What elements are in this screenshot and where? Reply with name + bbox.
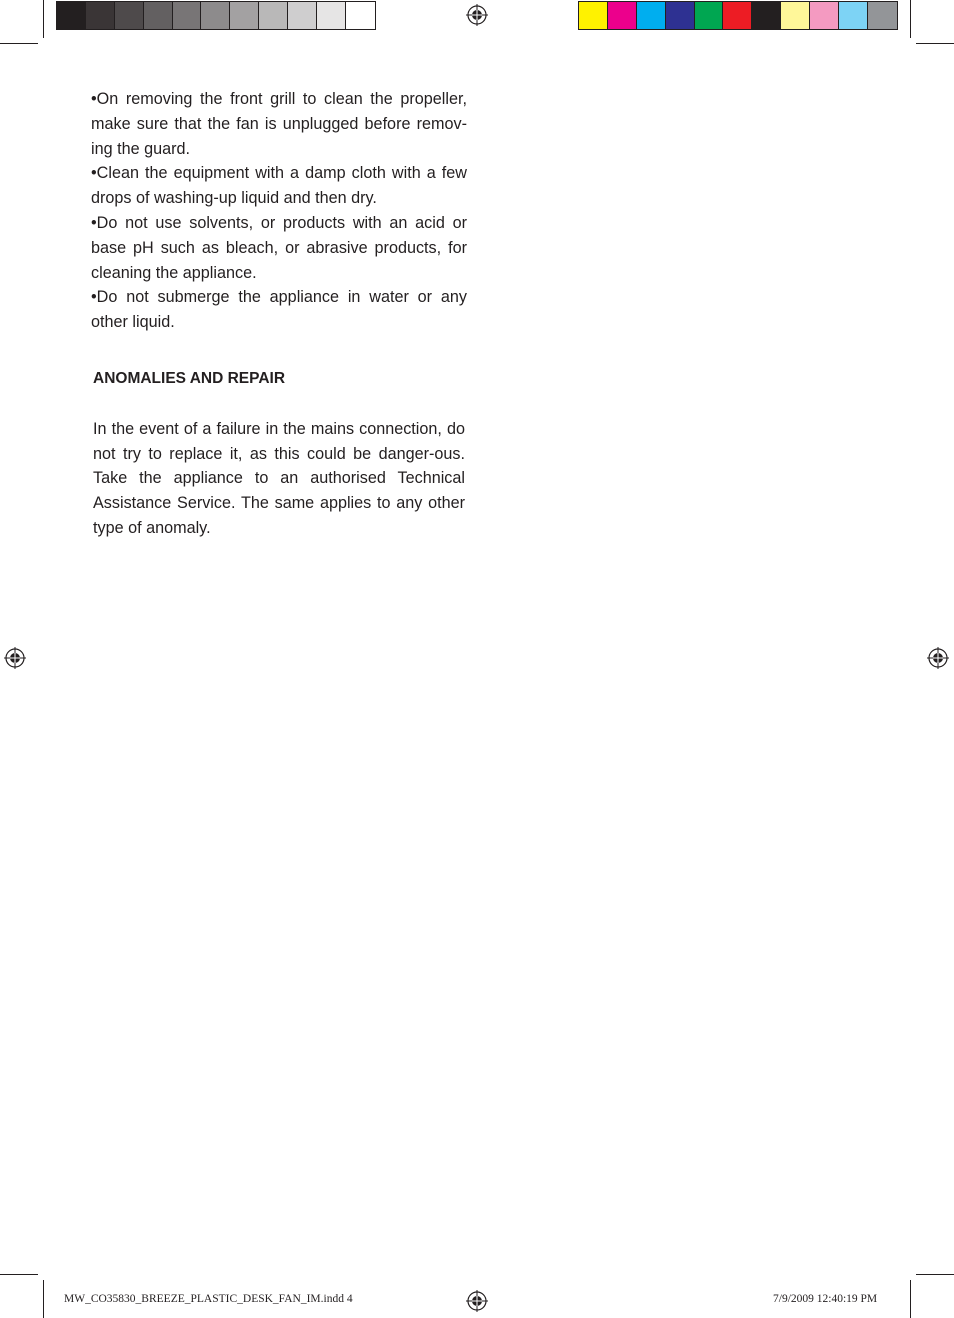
- grayscale-swatch: [201, 2, 230, 29]
- grayscale-swatch: [288, 2, 317, 29]
- page-content: [91, 87, 467, 541]
- process-color-swatch: [781, 2, 810, 29]
- bullet-do-not-submerge: •Do not submerge the appliance in water or any other liquid.: [91, 288, 467, 332]
- crop-mark-bottom-right-vertical: [910, 1280, 911, 1318]
- crop-mark-top-right-horizontal: [916, 43, 954, 44]
- crop-mark-top-right-vertical: [910, 0, 911, 38]
- crop-mark-bottom-left-horizontal: [0, 1274, 38, 1275]
- crop-mark-bottom-left-vertical: [43, 1280, 44, 1318]
- crop-mark-top-left-vertical: [43, 0, 44, 38]
- process-color-bar: [578, 1, 898, 30]
- process-color-swatch: [839, 2, 868, 29]
- grayscale-swatch: [230, 2, 259, 29]
- process-color-swatch: [752, 2, 781, 29]
- process-color-swatch: [723, 2, 752, 29]
- process-color-swatch: [608, 2, 637, 29]
- bullet-unplug-before-cleaning: •On removing the front grill to clean the propeller, make sure that the fan is unplugged before remov-ing the guard.: [91, 90, 467, 158]
- grayscale-swatch: [57, 2, 86, 29]
- bullet-damp-cloth: •Clean the equipment with a damp cloth with a few drops of washing-up liquid and then dry.: [91, 164, 467, 208]
- registration-target-icon: [466, 1290, 488, 1312]
- grayscale-swatch: [173, 2, 202, 29]
- grayscale-swatch: [259, 2, 288, 29]
- process-color-swatch: [695, 2, 724, 29]
- process-color-swatch: [810, 2, 839, 29]
- registration-target-icon: [466, 4, 488, 26]
- grayscale-swatch: [86, 2, 115, 29]
- bullet-no-solvents: •Do not use solvents, or products with an acid or base pH such as bleach, or abrasive products, for cleaning the appliance.: [91, 213, 467, 282]
- registration-target-icon: [4, 647, 26, 669]
- process-color-swatch: [579, 2, 608, 29]
- section-heading-anomalies: ANOMALIES AND REPAIR: [93, 369, 286, 387]
- grayscale-swatch: [346, 2, 375, 29]
- process-color-swatch: [868, 2, 897, 29]
- section-body-anomalies: In the event of a failure in the mains connection, do not try to replace it, as this could be danger-ous. Take the appliance to an authorised Technical Assistance Service. The same applies to any other type of anomaly.: [93, 419, 465, 537]
- process-color-swatch: [666, 2, 695, 29]
- process-color-swatch: [637, 2, 666, 29]
- registration-target-icon: [927, 647, 949, 669]
- slug-filename: MW_CO35830_BREEZE_PLASTIC_DESK_FAN_IM.indd 4: [64, 1293, 353, 1305]
- grayscale-swatch: [317, 2, 346, 29]
- crop-mark-bottom-right-horizontal: [916, 1274, 954, 1275]
- crop-mark-top-left-horizontal: [0, 43, 38, 44]
- grayscale-swatch: [115, 2, 144, 29]
- grayscale-color-bar: [56, 1, 376, 30]
- slug-timestamp: 7/9/2009 12:40:19 PM: [773, 1293, 878, 1305]
- grayscale-swatch: [144, 2, 173, 29]
